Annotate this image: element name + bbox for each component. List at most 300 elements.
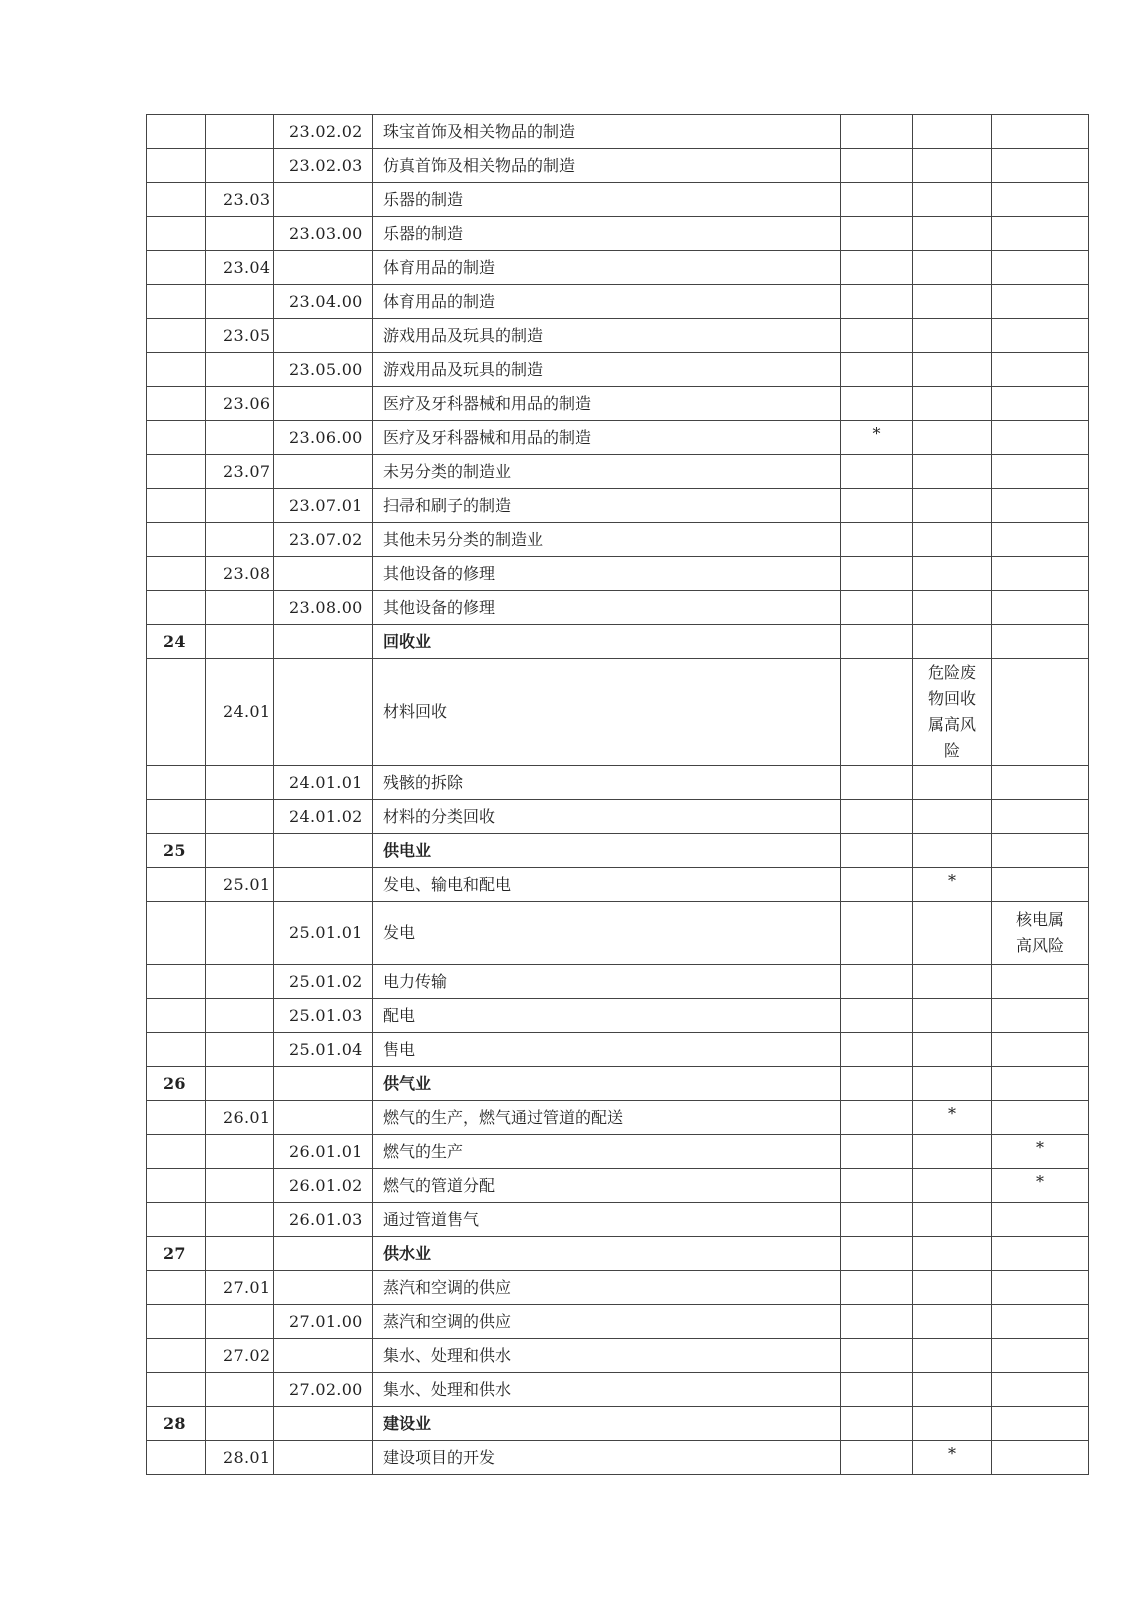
risk-mark-col1-cell xyxy=(841,868,913,902)
industry-name-cell xyxy=(373,1305,841,1339)
division-code-cell xyxy=(206,319,274,353)
table-row xyxy=(147,523,1089,557)
industry-name-cell xyxy=(373,1067,841,1101)
table-row xyxy=(147,115,1089,149)
risk-mark-col3-cell xyxy=(992,1271,1089,1305)
risk-mark-col2-cell xyxy=(913,1271,992,1305)
class-code-cell xyxy=(274,183,373,217)
risk-mark-col3-cell xyxy=(992,1169,1089,1203)
industry-name-cell-text: 配电 xyxy=(383,1005,416,1025)
industry-name-cell xyxy=(373,1033,841,1067)
table-row xyxy=(147,285,1089,319)
division-code-cell xyxy=(206,353,274,387)
division-code-cell-text: 28.01 xyxy=(223,1447,271,1467)
risk-mark-col2-cell xyxy=(913,800,992,834)
industry-name-cell xyxy=(373,834,841,868)
class-code-cell xyxy=(274,999,373,1033)
table-row xyxy=(147,766,1089,800)
risk-mark-col1-cell xyxy=(841,183,913,217)
class-code-cell xyxy=(274,1033,373,1067)
table-row xyxy=(147,591,1089,625)
division-code-cell-text: 24.01 xyxy=(223,702,271,721)
division-code-cell-text: 26.01 xyxy=(223,1107,271,1127)
risk-mark-col1-cell-text: * xyxy=(872,423,881,443)
table-row xyxy=(147,1135,1089,1169)
class-code-cell xyxy=(274,1067,373,1101)
industry-name-cell-text: 集水、处理和供水 xyxy=(383,1345,512,1365)
risk-mark-col3-cell xyxy=(992,800,1089,834)
table-row xyxy=(147,421,1089,455)
risk-mark-col2-cell xyxy=(913,1135,992,1169)
risk-mark-col3-cell xyxy=(992,319,1089,353)
table-row xyxy=(147,1033,1089,1067)
table-row xyxy=(147,1407,1089,1441)
class-code-cell-text: 23.02.03 xyxy=(289,155,363,175)
table-row xyxy=(147,183,1089,217)
table-row xyxy=(147,557,1089,591)
industry-name-cell-text: 其他设备的修理 xyxy=(383,563,496,583)
section-code-cell xyxy=(147,1441,206,1475)
risk-mark-col2-cell xyxy=(913,625,992,659)
table-row xyxy=(147,834,1089,868)
risk-mark-col2-cell xyxy=(913,902,992,965)
industry-name-cell-text: 建设项目的开发 xyxy=(383,1447,496,1467)
section-code-cell xyxy=(147,489,206,523)
industry-name-cell xyxy=(373,1441,841,1475)
section-code-cell xyxy=(147,902,206,965)
risk-mark-col2-cell xyxy=(913,251,992,285)
division-code-cell xyxy=(206,1067,274,1101)
class-code-cell-text: 27.01.00 xyxy=(289,1311,363,1331)
industry-name-cell-text: 扫帚和刷子的制造 xyxy=(383,495,512,515)
risk-mark-col1-cell xyxy=(841,455,913,489)
industry-name-cell xyxy=(373,149,841,183)
industry-name-cell xyxy=(373,999,841,1033)
risk-mark-col1-cell xyxy=(841,1271,913,1305)
section-code-cell xyxy=(147,1169,206,1203)
risk-mark-col2-cell xyxy=(913,1203,992,1237)
table-row xyxy=(147,999,1089,1033)
table-row xyxy=(147,217,1089,251)
section-code-cell xyxy=(147,868,206,902)
section-code-cell xyxy=(147,1101,206,1135)
risk-mark-col3-cell xyxy=(992,999,1089,1033)
risk-mark-col3-cell xyxy=(992,1373,1089,1407)
table-row xyxy=(147,800,1089,834)
section-code-cell xyxy=(147,387,206,421)
risk-mark-col3-cell xyxy=(992,902,1089,965)
risk-mark-col1-cell xyxy=(841,902,913,965)
industry-name-cell xyxy=(373,1237,841,1271)
industry-name-cell-text: 供水业 xyxy=(383,1243,432,1263)
section-code-cell xyxy=(147,1339,206,1373)
industry-name-cell xyxy=(373,557,841,591)
class-code-cell xyxy=(274,1339,373,1373)
division-code-cell xyxy=(206,149,274,183)
table-row xyxy=(147,659,1089,766)
risk-mark-col1-cell xyxy=(841,523,913,557)
industry-name-cell-text: 供电业 xyxy=(383,840,432,860)
risk-mark-col1-cell xyxy=(841,353,913,387)
risk-mark-col1-cell xyxy=(841,489,913,523)
risk-mark-col3-cell-text: * xyxy=(1036,1137,1044,1157)
section-code-cell xyxy=(147,251,206,285)
risk-mark-col3-cell xyxy=(992,1135,1089,1169)
industry-name-cell-text: 电力传输 xyxy=(383,971,448,991)
division-code-cell xyxy=(206,1441,274,1475)
division-code-cell xyxy=(206,999,274,1033)
section-code-cell xyxy=(147,1237,206,1271)
industry-name-cell xyxy=(373,285,841,319)
risk-mark-col3-cell xyxy=(992,285,1089,319)
division-code-cell xyxy=(206,1339,274,1373)
class-code-cell xyxy=(274,1373,373,1407)
risk-mark-col2-cell xyxy=(913,421,992,455)
risk-mark-col2-cell xyxy=(913,1237,992,1271)
division-code-cell xyxy=(206,1033,274,1067)
industry-name-cell xyxy=(373,1407,841,1441)
risk-mark-col3-cell xyxy=(992,965,1089,999)
risk-mark-col2-cell xyxy=(913,557,992,591)
class-code-cell-text: 25.01.02 xyxy=(289,971,363,991)
section-code-cell xyxy=(147,1305,206,1339)
class-code-cell xyxy=(274,1101,373,1135)
class-code-cell-text: 25.01.03 xyxy=(289,1005,363,1025)
class-code-cell xyxy=(274,149,373,183)
industry-name-cell-text: 未另分类的制造业 xyxy=(383,461,512,481)
risk-mark-col2-cell xyxy=(913,115,992,149)
industry-name-cell xyxy=(373,387,841,421)
risk-mark-col2-cell-text: * xyxy=(948,1443,956,1463)
risk-mark-col3-cell xyxy=(992,1305,1089,1339)
table-row xyxy=(147,1305,1089,1339)
risk-mark-col3-cell xyxy=(992,149,1089,183)
class-code-cell xyxy=(274,1169,373,1203)
risk-mark-col2-cell xyxy=(913,1305,992,1339)
section-code-cell xyxy=(147,115,206,149)
section-code-cell xyxy=(147,421,206,455)
table-row xyxy=(147,387,1089,421)
table-row xyxy=(147,1373,1089,1407)
risk-mark-col1-cell xyxy=(841,766,913,800)
division-code-cell xyxy=(206,1237,274,1271)
industry-name-cell xyxy=(373,1271,841,1305)
risk-mark-col2-cell xyxy=(913,766,992,800)
division-code-cell-text: 27.02 xyxy=(223,1345,271,1365)
risk-mark-col1-cell xyxy=(841,251,913,285)
table-row xyxy=(147,1067,1089,1101)
risk-mark-col2-cell xyxy=(913,387,992,421)
division-code-cell xyxy=(206,387,274,421)
section-code-cell xyxy=(147,659,206,766)
class-code-cell-text: 26.01.01 xyxy=(289,1141,363,1161)
industry-name-cell-text: 蒸汽和空调的供应 xyxy=(383,1277,512,1297)
section-code-cell xyxy=(147,1271,206,1305)
division-code-cell xyxy=(206,591,274,625)
industry-name-cell xyxy=(373,183,841,217)
table-row xyxy=(147,1237,1089,1271)
table-row xyxy=(147,1271,1089,1305)
industry-name-cell-text: 珠宝首饰及相关物品的制造 xyxy=(383,121,576,141)
risk-mark-col2-cell xyxy=(913,659,992,766)
industry-name-cell xyxy=(373,800,841,834)
industry-name-cell xyxy=(373,1373,841,1407)
class-code-cell xyxy=(274,868,373,902)
risk-mark-col2-cell xyxy=(913,1407,992,1441)
industry-name-cell xyxy=(373,489,841,523)
industry-classification-table xyxy=(146,114,1089,1475)
division-code-cell xyxy=(206,557,274,591)
class-code-cell xyxy=(274,1407,373,1441)
section-code-cell xyxy=(147,557,206,591)
risk-mark-col1-cell xyxy=(841,1135,913,1169)
section-code-cell xyxy=(147,319,206,353)
class-code-cell-text: 24.01.02 xyxy=(289,806,363,826)
class-code-cell-text: 23.02.02 xyxy=(289,121,363,141)
risk-mark-col1-cell xyxy=(841,1169,913,1203)
section-code-cell xyxy=(147,1407,206,1441)
division-code-cell-text: 23.06 xyxy=(223,393,271,413)
risk-mark-col1-cell xyxy=(841,625,913,659)
industry-name-cell-text: 乐器的制造 xyxy=(383,189,464,209)
risk-mark-col3-cell xyxy=(992,1407,1089,1441)
risk-mark-col1-cell xyxy=(841,1033,913,1067)
class-code-cell-text: 23.04.00 xyxy=(289,291,363,311)
risk-mark-col1-cell xyxy=(841,319,913,353)
class-code-cell xyxy=(274,766,373,800)
risk-mark-col2-cell xyxy=(913,834,992,868)
section-code-cell xyxy=(147,523,206,557)
section-code-cell xyxy=(147,455,206,489)
division-code-cell xyxy=(206,1407,274,1441)
risk-mark-col2-cell xyxy=(913,217,992,251)
division-code-cell-text: 23.04 xyxy=(223,257,271,277)
class-code-cell xyxy=(274,800,373,834)
industry-name-cell xyxy=(373,659,841,766)
risk-mark-col2-cell xyxy=(913,149,992,183)
risk-mark-col2-cell xyxy=(913,868,992,902)
industry-name-cell-text: 建设业 xyxy=(383,1413,432,1433)
section-code-cell xyxy=(147,285,206,319)
risk-mark-col2-cell xyxy=(913,1033,992,1067)
risk-mark-col1-cell xyxy=(841,1441,913,1475)
division-code-cell xyxy=(206,285,274,319)
class-code-cell-text: 23.08.00 xyxy=(289,597,363,617)
class-code-cell-text: 23.07.02 xyxy=(289,529,363,549)
risk-mark-col3-cell xyxy=(992,557,1089,591)
industry-name-cell-text: 医疗及牙科器械和用品的制造 xyxy=(383,427,592,447)
division-code-cell xyxy=(206,834,274,868)
class-code-cell xyxy=(274,251,373,285)
division-code-cell xyxy=(206,965,274,999)
risk-mark-col1-cell xyxy=(841,387,913,421)
risk-mark-col2-cell xyxy=(913,523,992,557)
class-code-cell xyxy=(274,1271,373,1305)
class-code-cell xyxy=(274,834,373,868)
division-code-cell xyxy=(206,1271,274,1305)
class-code-cell xyxy=(274,902,373,965)
class-code-cell xyxy=(274,489,373,523)
industry-name-cell-text: 供气业 xyxy=(383,1073,432,1093)
risk-mark-col2-cell xyxy=(913,319,992,353)
division-code-cell-text: 23.05 xyxy=(223,325,271,345)
risk-mark-col2-cell xyxy=(913,999,992,1033)
division-code-cell xyxy=(206,217,274,251)
class-code-cell xyxy=(274,353,373,387)
risk-mark-col3-cell xyxy=(992,1339,1089,1373)
industry-name-cell xyxy=(373,251,841,285)
risk-mark-col2-cell xyxy=(913,455,992,489)
risk-mark-col1-cell xyxy=(841,557,913,591)
risk-mark-col2-cell-text: 危险废物回收属高风险 xyxy=(927,663,976,760)
section-code-cell xyxy=(147,217,206,251)
division-code-cell xyxy=(206,659,274,766)
section-code-cell xyxy=(147,353,206,387)
industry-name-cell xyxy=(373,965,841,999)
risk-mark-col3-cell xyxy=(992,183,1089,217)
class-code-cell xyxy=(274,1203,373,1237)
class-code-cell xyxy=(274,455,373,489)
industry-name-cell xyxy=(373,1101,841,1135)
risk-mark-col3-cell xyxy=(992,489,1089,523)
risk-mark-col1-cell xyxy=(841,1339,913,1373)
class-code-cell-text: 25.01.01 xyxy=(289,923,363,942)
risk-mark-col2-cell-text: * xyxy=(948,870,956,890)
risk-mark-col1-cell xyxy=(841,421,913,455)
table-row xyxy=(147,455,1089,489)
class-code-cell-text: 24.01.01 xyxy=(289,772,363,792)
table-row xyxy=(147,1101,1089,1135)
section-code-cell xyxy=(147,1033,206,1067)
division-code-cell xyxy=(206,523,274,557)
risk-mark-col1-cell xyxy=(841,834,913,868)
section-code-cell-text: 26 xyxy=(163,1073,186,1093)
risk-mark-col1-cell xyxy=(841,115,913,149)
risk-mark-col2-cell xyxy=(913,1339,992,1373)
risk-mark-col1-cell xyxy=(841,217,913,251)
industry-name-cell xyxy=(373,523,841,557)
risk-mark-col1-cell xyxy=(841,1305,913,1339)
risk-mark-col3-cell xyxy=(992,217,1089,251)
division-code-cell xyxy=(206,868,274,902)
section-code-cell-text: 27 xyxy=(163,1243,186,1263)
risk-mark-col1-cell xyxy=(841,1067,913,1101)
industry-name-cell-text: 燃气的管道分配 xyxy=(383,1175,496,1195)
industry-name-cell xyxy=(373,319,841,353)
risk-mark-col3-cell xyxy=(992,1237,1089,1271)
division-code-cell xyxy=(206,902,274,965)
industry-name-cell xyxy=(373,455,841,489)
section-code-cell xyxy=(147,834,206,868)
division-code-cell xyxy=(206,1373,274,1407)
section-code-cell-text: 25 xyxy=(163,840,186,860)
risk-mark-col2-cell xyxy=(913,591,992,625)
risk-mark-col3-cell xyxy=(992,523,1089,557)
risk-mark-col3-cell xyxy=(992,1441,1089,1475)
risk-mark-col2-cell xyxy=(913,353,992,387)
class-code-cell xyxy=(274,319,373,353)
section-code-cell xyxy=(147,1373,206,1407)
risk-mark-col1-cell xyxy=(841,659,913,766)
risk-mark-col1-cell xyxy=(841,1407,913,1441)
class-code-cell xyxy=(274,659,373,766)
industry-name-cell-text: 通过管道售气 xyxy=(383,1209,480,1229)
risk-mark-col3-cell xyxy=(992,421,1089,455)
section-code-cell xyxy=(147,1203,206,1237)
division-code-cell xyxy=(206,115,274,149)
table-row xyxy=(147,319,1089,353)
table-row xyxy=(147,868,1089,902)
risk-mark-col3-cell xyxy=(992,251,1089,285)
risk-mark-col3-cell xyxy=(992,1033,1089,1067)
table-row xyxy=(147,353,1089,387)
class-code-cell xyxy=(274,523,373,557)
risk-mark-col2-cell xyxy=(913,1101,992,1135)
class-code-cell xyxy=(274,1305,373,1339)
class-code-cell xyxy=(274,387,373,421)
class-code-cell xyxy=(274,1441,373,1475)
class-code-cell xyxy=(274,557,373,591)
risk-mark-col1-cell xyxy=(841,591,913,625)
division-code-cell xyxy=(206,625,274,659)
industry-name-cell-text: 燃气的生产，燃气通过管道的配送 xyxy=(383,1107,624,1127)
division-code-cell-text: 25.01 xyxy=(223,874,271,894)
class-code-cell-text: 23.07.01 xyxy=(289,495,363,515)
division-code-cell-text: 23.08 xyxy=(223,563,271,583)
class-code-cell xyxy=(274,591,373,625)
industry-name-cell-text: 游戏用品及玩具的制造 xyxy=(383,325,544,345)
division-code-cell-text: 23.03 xyxy=(223,189,271,209)
division-code-cell xyxy=(206,455,274,489)
risk-mark-col2-cell xyxy=(913,183,992,217)
risk-mark-col3-cell xyxy=(992,834,1089,868)
risk-mark-col3-cell-text: * xyxy=(1036,1171,1044,1191)
risk-mark-col2-cell xyxy=(913,965,992,999)
section-code-cell-text: 24 xyxy=(163,631,186,651)
industry-name-cell xyxy=(373,1169,841,1203)
class-code-cell xyxy=(274,965,373,999)
table-row xyxy=(147,625,1089,659)
risk-mark-col1-cell xyxy=(841,800,913,834)
industry-name-cell xyxy=(373,421,841,455)
class-code-cell-text: 26.01.02 xyxy=(289,1175,363,1195)
risk-mark-col3-cell xyxy=(992,625,1089,659)
division-code-cell xyxy=(206,1101,274,1135)
industry-name-cell-text: 售电 xyxy=(383,1039,416,1059)
industry-name-cell-text: 其他未另分类的制造业 xyxy=(383,529,544,549)
risk-mark-col2-cell xyxy=(913,1373,992,1407)
risk-mark-col3-cell xyxy=(992,1203,1089,1237)
risk-mark-col1-cell xyxy=(841,285,913,319)
industry-name-cell xyxy=(373,868,841,902)
industry-name-cell-text: 燃气的生产 xyxy=(383,1141,464,1161)
class-code-cell xyxy=(274,421,373,455)
industry-name-cell xyxy=(373,217,841,251)
division-code-cell-text: 23.07 xyxy=(223,461,271,481)
industry-name-cell xyxy=(373,1339,841,1373)
section-code-cell xyxy=(147,183,206,217)
industry-name-cell-text: 回收业 xyxy=(383,631,432,651)
table-row xyxy=(147,965,1089,999)
class-code-cell xyxy=(274,1135,373,1169)
section-code-cell xyxy=(147,999,206,1033)
industry-name-cell-text: 残骸的拆除 xyxy=(383,772,464,792)
class-code-cell-text: 26.01.03 xyxy=(289,1209,363,1229)
risk-mark-col3-cell xyxy=(992,115,1089,149)
division-code-cell xyxy=(206,421,274,455)
risk-mark-col2-cell xyxy=(913,1067,992,1101)
industry-name-cell-text: 蒸汽和空调的供应 xyxy=(383,1311,512,1331)
